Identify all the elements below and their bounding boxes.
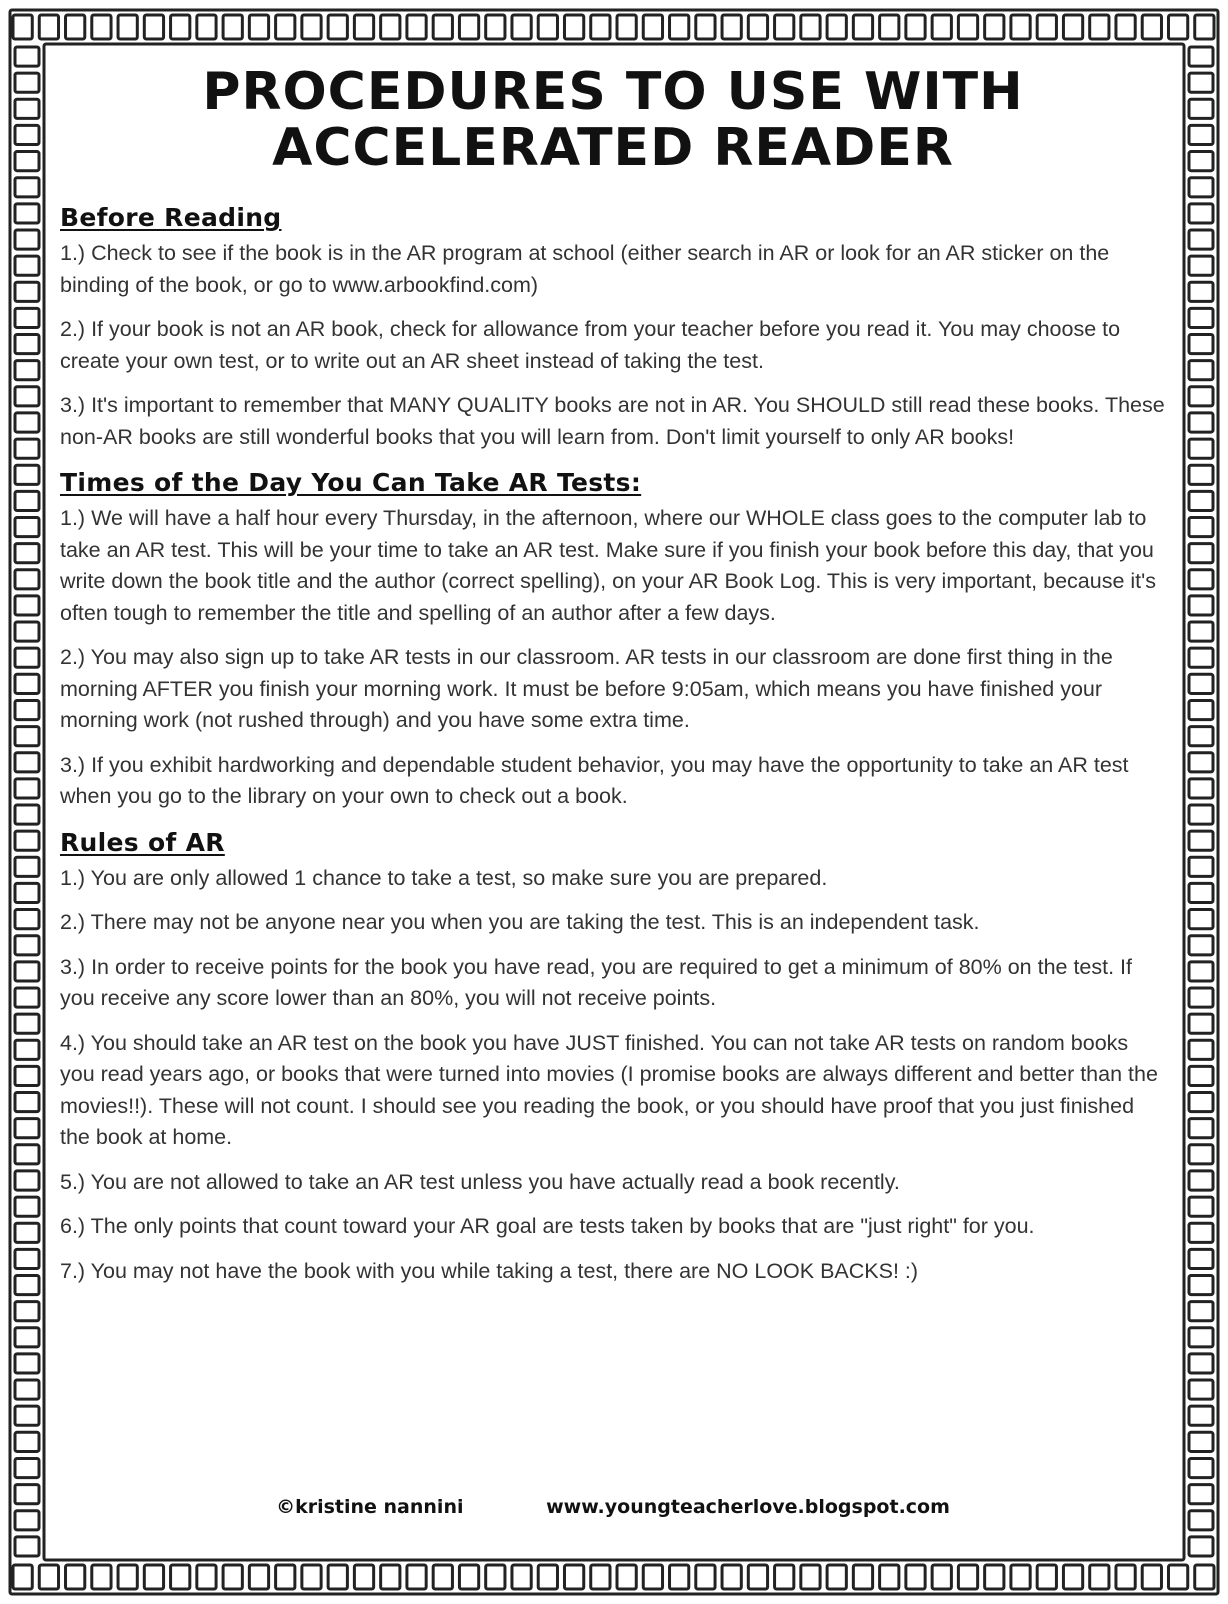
section-heading: Before Reading bbox=[60, 203, 282, 232]
section-heading: Rules of AR bbox=[60, 827, 225, 857]
list-item: 3.) It's important to remember that MANY QUALITY books are not in AR. You SHOULD still read these books. These non-AR books are still wonderful books that you will learn from. Don't limit yourself to only AR books! bbox=[60, 393, 1165, 449]
title-line-2: ACCELERATED READER bbox=[272, 118, 954, 178]
title-line-1: PROCEDURES TO USE WITH bbox=[202, 62, 1024, 122]
list-item: 7.) You may not have the book with you while taking a test, there are NO LOOK BACKS! :) bbox=[60, 1258, 919, 1283]
footer bbox=[58, 1496, 1168, 1518]
list-item: 2.) You may also sign up to take AR tests in our classroom. AR tests in our classroom are done first thing in the morning AFTER you finish your morning work. It must be before 9:05am, which means you have finished your morning work (not rushed through) and you have some extra time. bbox=[60, 645, 1113, 732]
list-item: 4.) You should take an AR test on the book you have JUST finished. You can not take AR tests on random books you read years ago, or books that were turned into movies (I promise books are always different and better than the movies!!). These will not count. I should see you reading the book, or you should have proof that you just finished the book at home. bbox=[60, 1030, 1158, 1149]
section-test-times bbox=[58, 467, 1168, 813]
footer-website: www.youngteacherlove.blogspot.com bbox=[546, 1496, 950, 1518]
list-item: 2.) There may not be anyone near you when you are taking the test. This is an independent task. bbox=[60, 910, 980, 934]
section-rules bbox=[58, 827, 1168, 1288]
list-item: 2.) If your book is not an AR book, check for allowance from your teacher before you read it. You may choose to create your own test, or to write out an AR sheet instead of taking the test. bbox=[60, 317, 1121, 373]
list-item: 1.) Check to see if the book is in the AR program at school (either search in AR or look for an AR sticker on the binding of the book, or go to www.arbookfind.com) bbox=[60, 241, 1110, 297]
list-item: 5.) You are not allowed to take an AR test unless you have actually read a book recently. bbox=[60, 1169, 900, 1194]
list-item: 3.) In order to receive points for the book you have read, you are required to get a minimum of 80% on the test. If you receive any score lower than an 80%, you will not receive points. bbox=[60, 954, 1133, 1010]
list-item: 6.) The only points that count toward your AR goal are tests taken by books that are "just right" for you. bbox=[60, 1214, 1035, 1238]
footer-copyright: ©kristine nannini bbox=[276, 1496, 464, 1518]
page-title bbox=[58, 64, 1168, 176]
list-item: 1.) We will have a half hour every Thursday, in the afternoon, where our WHOLE class goes to the computer lab to take an AR test. This will be your time to take an AR test. Make sure if you finish your book before this day, that you write down the book title and the author (correct spelling), on your AR Book Log. This is very important, because it's often tough to remember the title and spelling of an author after a few days. bbox=[60, 506, 1156, 625]
section-before-reading bbox=[58, 202, 1168, 453]
document-page bbox=[58, 58, 1168, 1544]
list-item: 3.) If you exhibit hardworking and dependable student behavior, you may have the opportunity to take an AR test when you go to the library on your own to check out a book. bbox=[60, 752, 1129, 808]
list-item: 1.) You are only allowed 1 chance to take a test, so make sure you are prepared. bbox=[60, 865, 828, 890]
section-heading: Times of the Day You Can Take AR Tests: bbox=[60, 468, 642, 497]
